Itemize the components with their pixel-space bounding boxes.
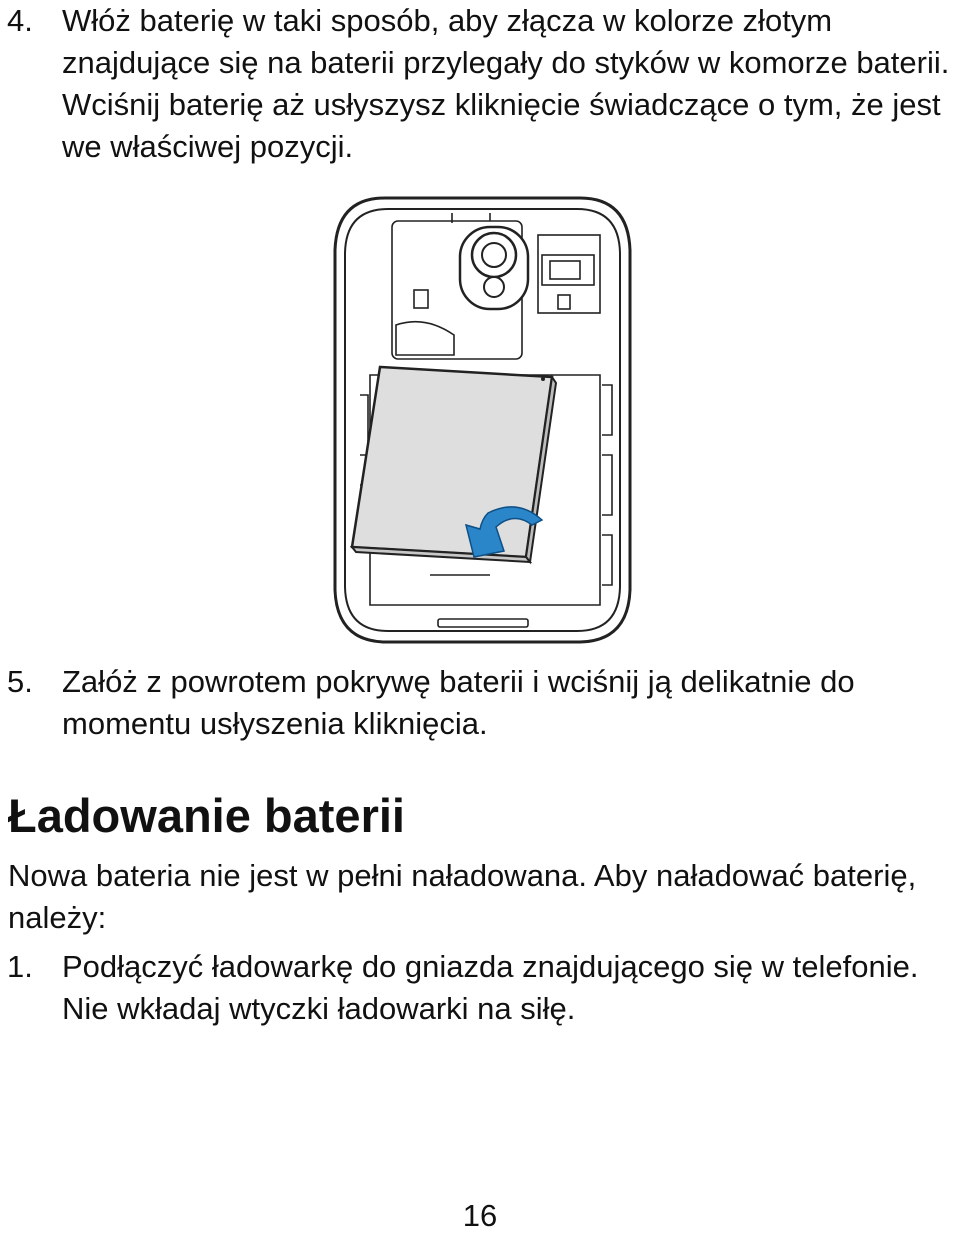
step-5-number: 5. [7,664,33,699]
section-intro: Nowa bateria nie jest w pełni naładowana. Aby naładować baterię, należy: [8,858,917,935]
step-4-number: 4. [7,3,33,38]
camera-module [460,227,528,309]
page-number: 16 [462,1198,498,1233]
step-4-text: Włóż baterię w taki sposób, aby złącza w kolorze złotym znajdujące się na baterii przylegały do styków w komorze baterii. Wciśnij baterię aż usłyszysz kliknięcie świadczące o tym, że jest we właściwej pozycji. [62,3,950,164]
step-5-text: Załóż z powrotem pokrywę baterii i wciśnij ją delikatnie do momentu usłyszenia kliknięcia. [62,664,855,741]
section-title: Ładowanie baterii [8,789,405,842]
step-1-number: 1. [7,949,33,984]
phone-battery-illustration [330,195,635,645]
step-1-text: Podłączyć ładowarkę do gniazda znajdującego się w telefonie. Nie wkładaj wtyczki ładowarki na siłę. [62,949,919,1026]
battery [352,367,556,562]
